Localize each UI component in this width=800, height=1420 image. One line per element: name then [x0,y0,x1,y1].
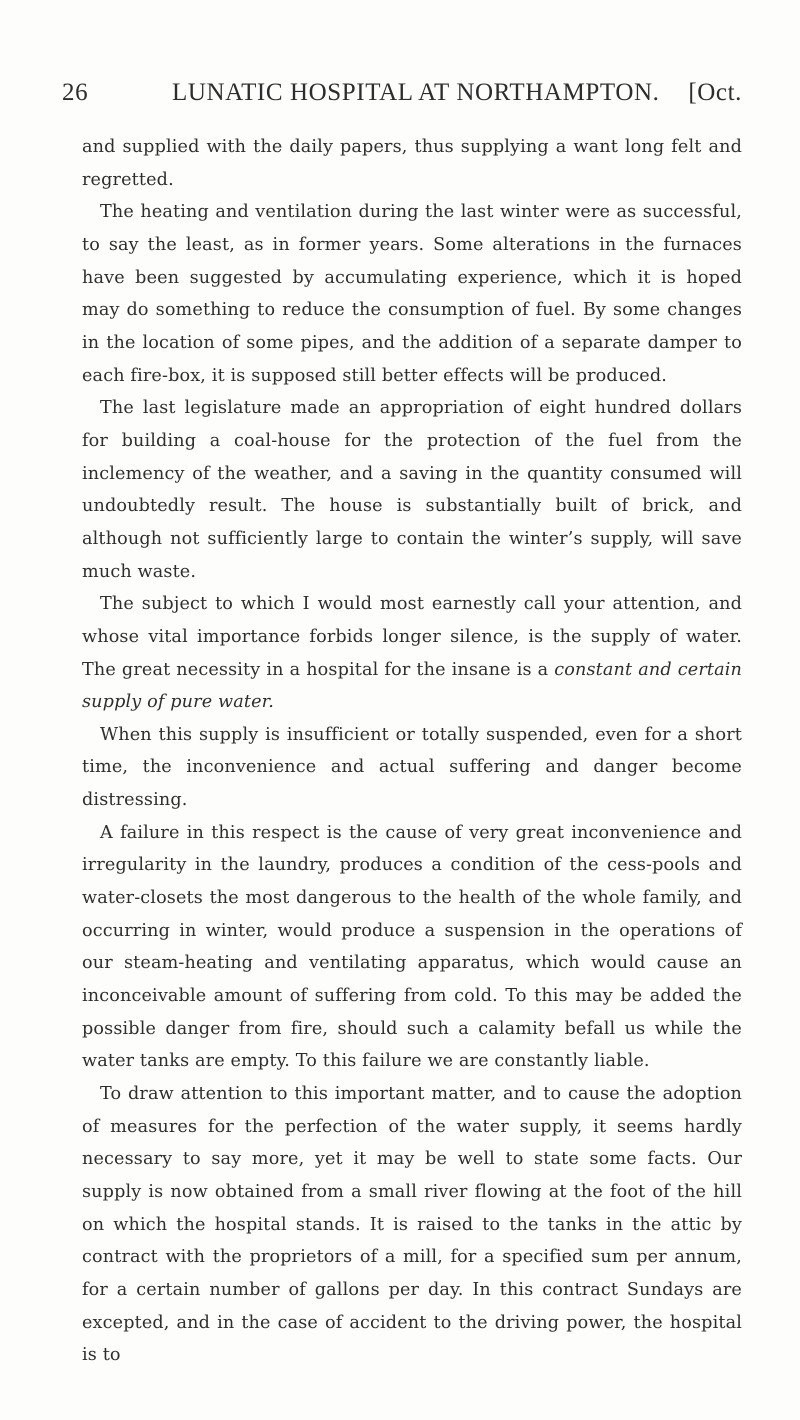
body-text [82,131,742,1372]
paragraph-insufficient-supply: When this supply is insufficient or totally suspended, even for a short time, the inconvenience and actual suffering and danger become distressing. [82,724,742,811]
running-title: LUNATIC HOSPITAL AT NORTHAMPTON. [172,79,660,106]
water-supply-italic: constant and certain supply of pure water. [82,659,742,713]
paragraph-failure-consequences: A failure in this respect is the cause of very great inconvenience and irregularity in the laundry, produces a condition of the cess-pools and water-closets the most dangerous to the health of the whole family, and occurring in winter, would produce a suspension in the operations of our steam-heating and ventilating apparatus, which would cause an inconceivable amount of suffering from cold. To this may be added the possible danger from fire, should such a calamity befall us while the water tanks are empty. To this failure we are constantly liable. [82,822,742,1072]
running-head [62,79,742,115]
running-date: [Oct. [688,79,742,106]
paragraph-daily-papers: and supplied with the daily papers, thus supplying a want long felt and regretted. [82,137,742,190]
paragraph-coal-house: The last legislature made an appropriation of eight hundred dollars for building a coal-house for the protection of the fuel from the inclemency of the weather, and a saving in the quantity consumed will undoubtedly result. The house is substantially built of brick, and although not sufficiently large to contain the winter’s supply, will save much waste. [82,398,742,582]
paragraph-draw-attention: To draw attention to this important matter, and to cause the adoption of measures for the perfection of the water supply, it seems hardly necessary to say more, yet it may be well to state some facts. Our supply is now obtained from a small river flowing at the foot of the hill on which the hospital stands. It is raised to the tanks in the attic by contract with the proprietors of a mill, for a specified sum per annum, for a certain number of gallons per day. In this contract Sundays are excepted, and in the case of accident to the driving power, the hospital is to [82,1084,742,1366]
page-number: 26 [62,79,89,106]
paragraph-water-supply [82,588,742,719]
water-supply-text: The subject to which I would most earnestly call your attention, and whose vital importance forbids longer silence, is the supply of water. The great necessity in a hospital for the insane is a [82,594,742,680]
paragraph-heating-ventilation: The heating and ventilation during the last winter were as successful, to say the least, as in former years. Some alterations in the furnaces have been suggested by accumulating experience, which it is hoped may do something to reduce the consumption of fuel. By some changes in the location of some pipes, and the addition of a separate damper to each fire-box, it is supposed still better effects will be produced. [82,202,742,386]
